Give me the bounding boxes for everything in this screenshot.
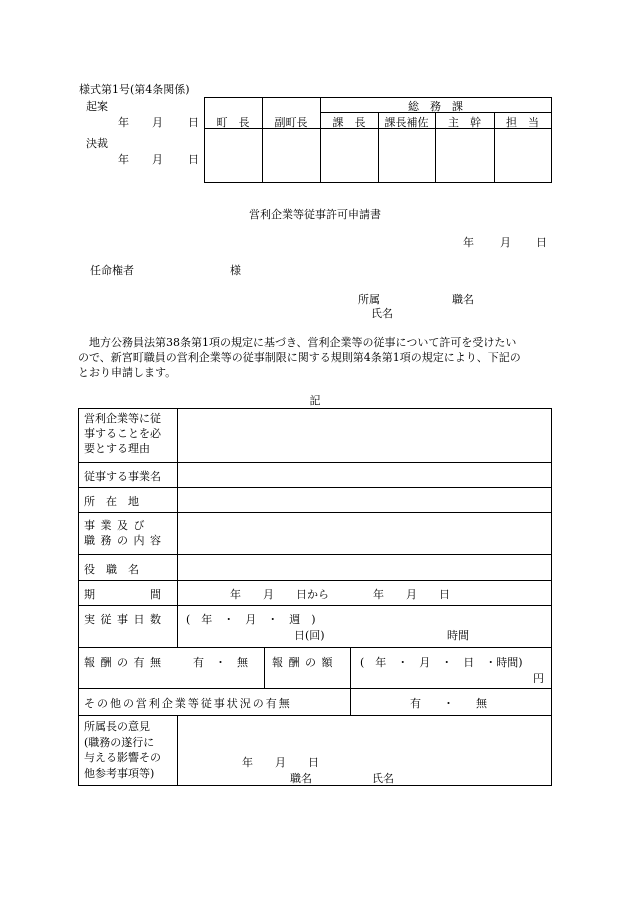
row-period-value: 年 月 日から 年 月 日	[230, 588, 450, 601]
kian-day: 日	[188, 116, 199, 129]
row-duties-label: 事業及び 職務の内容	[84, 519, 167, 547]
applicant-shokumei: 職名	[452, 293, 474, 306]
row-days-value2: 日(回)	[294, 629, 325, 642]
row-days-value1: ( 年 ・ 月 ・ 週 )	[186, 613, 316, 626]
row-other-label: その他の営利企業等従事状況の有無	[84, 697, 292, 710]
header-chocho: 町 長	[216, 116, 250, 129]
row-period-label: 期 間	[84, 588, 161, 601]
header-kachohosa: 課長補佐	[384, 116, 429, 129]
row-pay-label: 報酬の有無	[84, 656, 167, 669]
date-day: 日	[536, 236, 547, 249]
row-pay-amount-label: 報酬の額	[272, 656, 338, 669]
row-yen: 円	[533, 672, 544, 685]
date-year: 年	[463, 236, 474, 249]
dept-header: 総 務 課	[408, 100, 463, 113]
row-pay-amount-value: ( 年 ・ 月 ・ 日 ・時間)	[360, 656, 523, 669]
header-shukan: 主 幹	[448, 116, 481, 129]
body-line-1: 地方公務員法第38条第1項の規定に基づき、営利企業等の従事について許可を受けたい	[78, 336, 517, 349]
body-line-2: ので、新宮町職員の営利企業等の従事制限に関する規則第4条第1項の規定により、下記の	[78, 351, 521, 364]
applicant-shozoku: 所属	[358, 293, 380, 306]
header-kacho: 課 長	[332, 116, 366, 129]
document-title: 営利企業等従事許可申請書	[249, 208, 381, 221]
row-days-value3: 時間	[447, 629, 469, 642]
form-number: 様式第1号(第4条関係)	[79, 83, 190, 96]
kian-label: 起案	[86, 100, 108, 113]
row-pay-value: 有 ・ 無	[193, 656, 248, 669]
row-business-name-label: 従事する事業名	[84, 470, 161, 483]
kessai-year: 年	[118, 153, 129, 166]
sama: 様	[230, 264, 241, 277]
kian-year: 年	[118, 116, 129, 129]
kian-month: 月	[152, 116, 163, 129]
row-days-label: 実従事日数	[84, 613, 167, 626]
row-opinion-shimei: 氏名	[372, 772, 394, 785]
kessai-label: 決裁	[86, 137, 108, 150]
row-opinion-label: 所属長の意見 (職務の遂行に 与える影響その 他参考事項等)	[84, 720, 161, 780]
addressee: 任命権者	[90, 264, 134, 277]
row-opinion-shokumei: 職名	[290, 772, 312, 785]
applicant-shimei: 氏名	[371, 307, 393, 320]
header-tanto: 担 当	[506, 116, 539, 129]
row-reason-label: 営利企業等に従 事することを必 要とする理由	[84, 412, 161, 455]
kessai-month: 月	[152, 153, 163, 166]
ki-label: 記	[309, 394, 321, 407]
row-location-label: 所 在 地	[84, 495, 139, 508]
row-position-label: 役 職 名	[84, 563, 139, 576]
kessai-day: 日	[188, 153, 199, 166]
row-opinion-date: 年 月 日	[242, 756, 319, 769]
date-month: 月	[500, 236, 511, 249]
row-other-value: 有 ・ 無	[410, 697, 487, 710]
body-line-3: とおり申請します。	[78, 366, 177, 379]
header-fukuchocho: 副町長	[274, 116, 308, 129]
